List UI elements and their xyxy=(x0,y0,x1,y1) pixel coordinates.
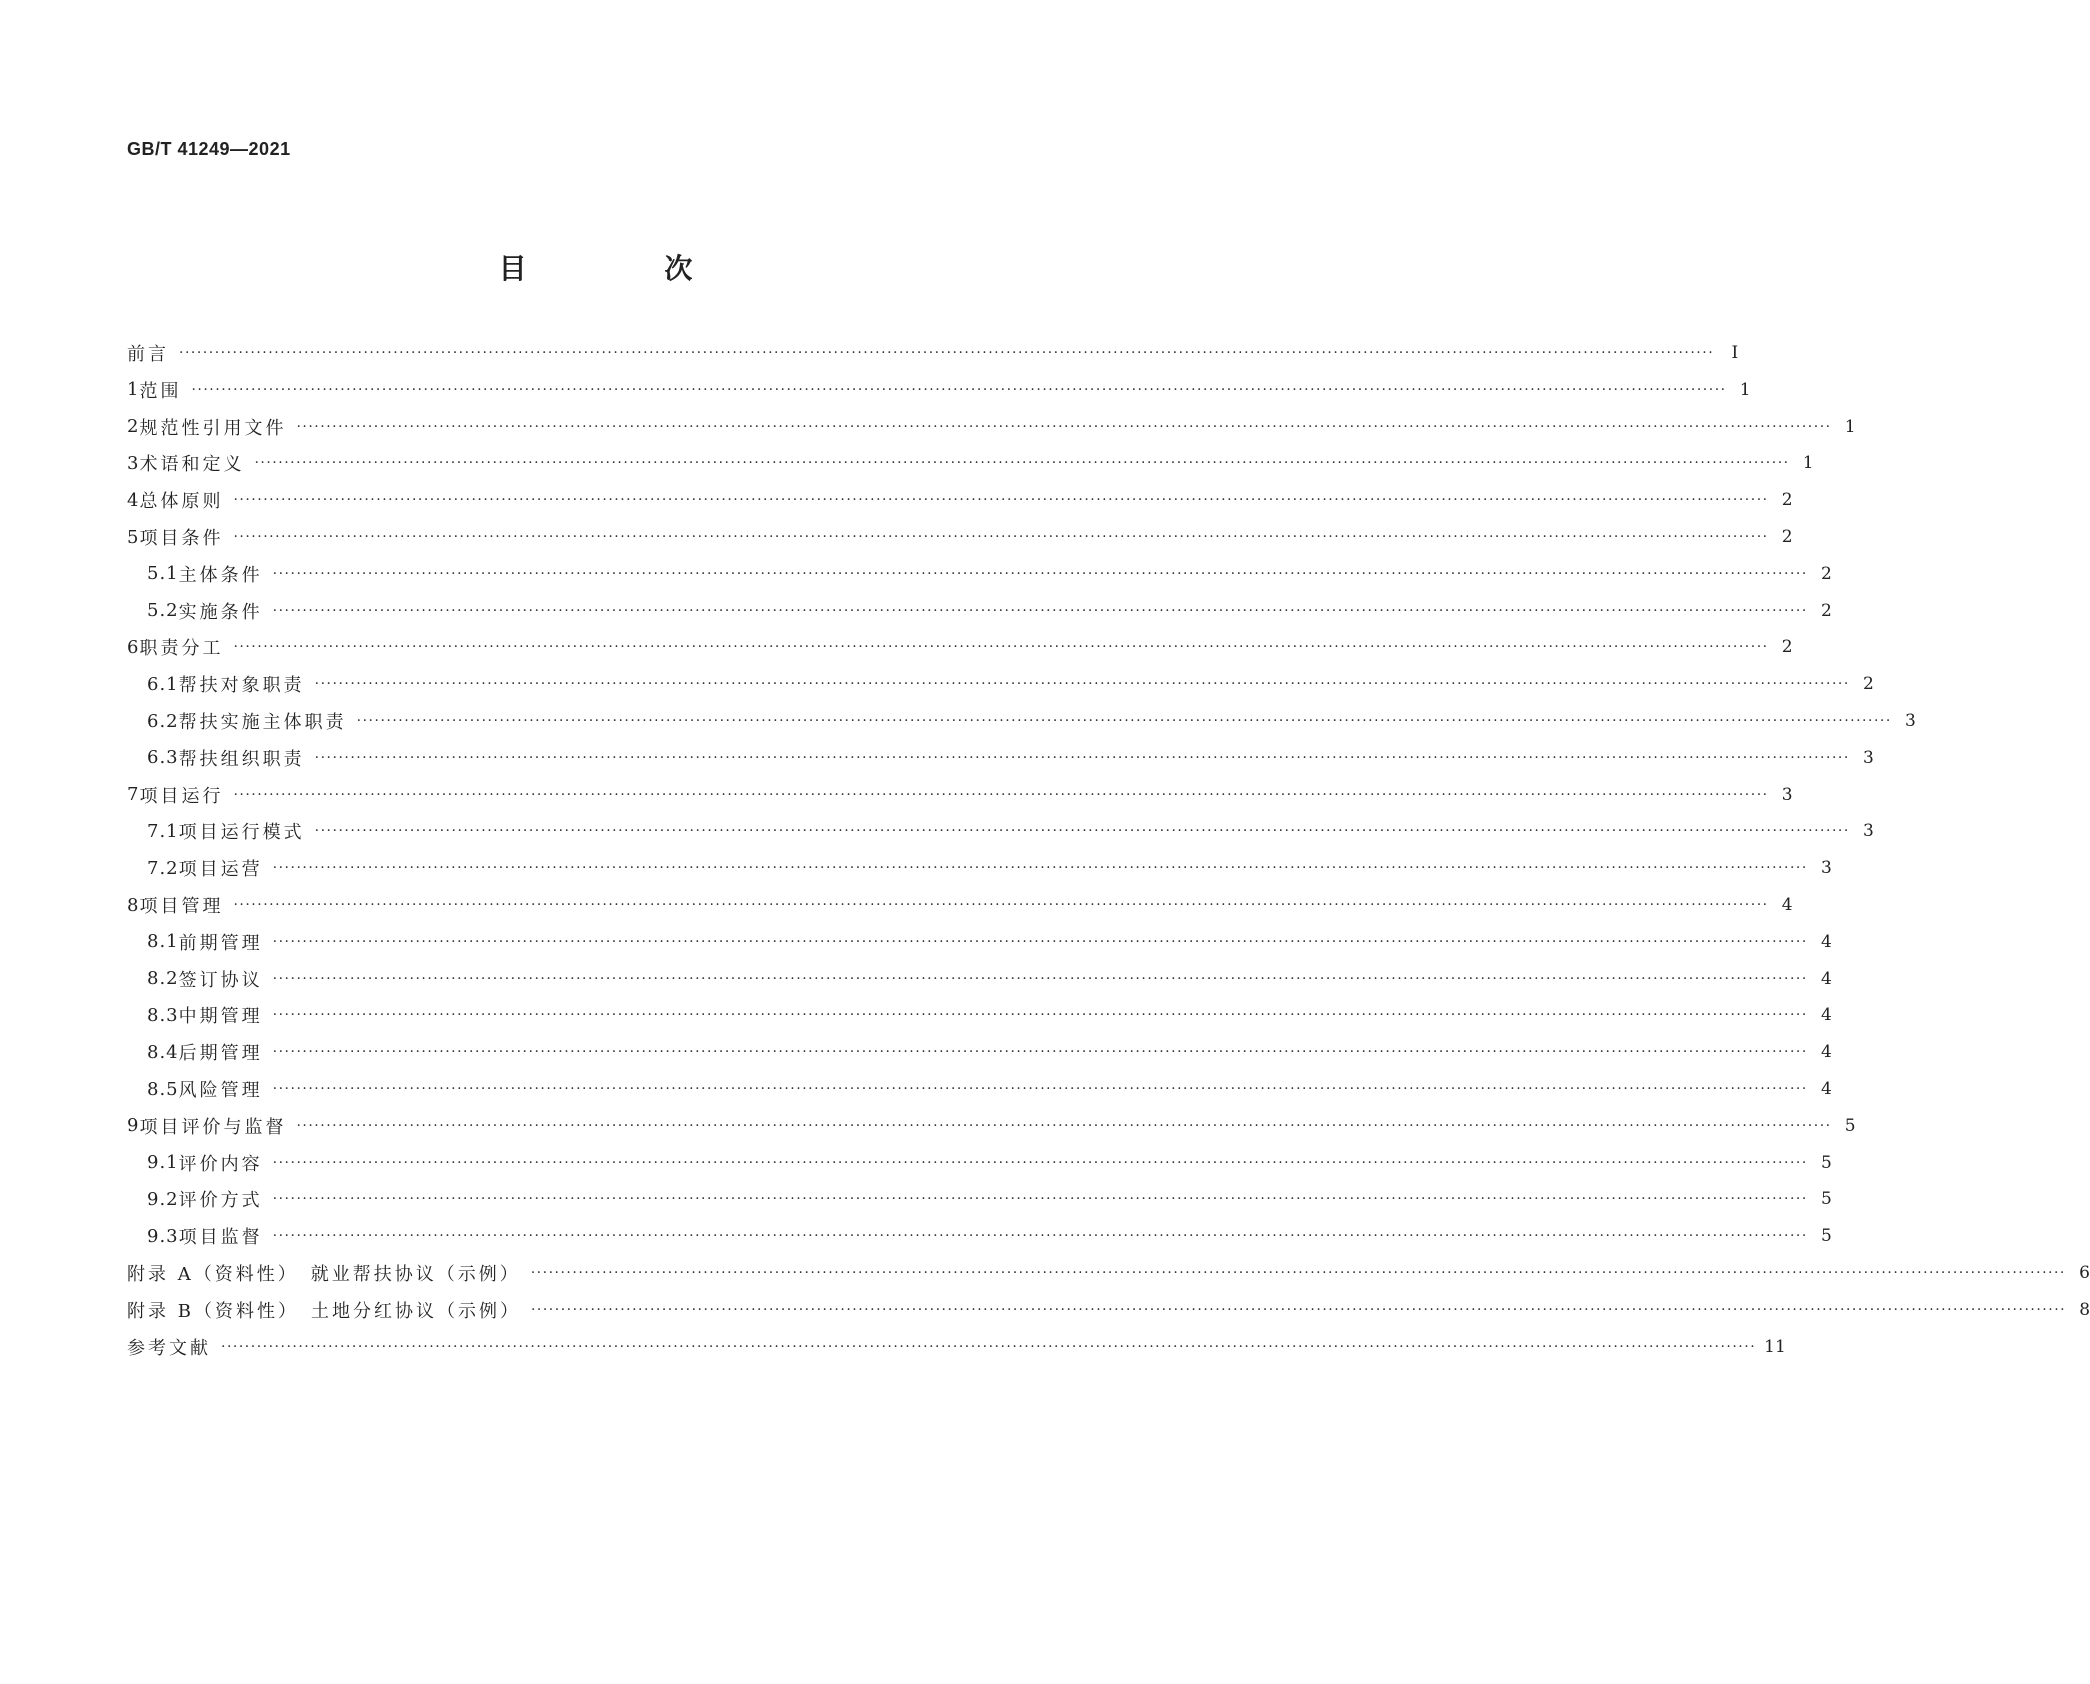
toc-entry-page: 1 xyxy=(1739,379,1751,400)
toc-entry[interactable] xyxy=(147,929,1832,955)
toc-entry-title: 项目运行模式 xyxy=(178,822,305,844)
toc-entry-title: 规范性引用文件 xyxy=(139,417,287,439)
dot-leader xyxy=(273,1223,1808,1249)
toc-entry[interactable] xyxy=(147,1223,1832,1249)
toc-entry-page: 5 xyxy=(1820,1226,1832,1247)
toc-entry[interactable] xyxy=(147,708,1916,734)
toc-entry-page: 2 xyxy=(1820,563,1832,584)
toc-entry-title: 总体原则 xyxy=(139,491,224,513)
dot-leader xyxy=(273,929,1808,955)
toc-entry-number: 6.1 xyxy=(147,673,179,695)
toc-entry-page: 3 xyxy=(1862,821,1874,842)
toc-entry[interactable] xyxy=(147,598,1832,624)
toc-entry-number: 8.1 xyxy=(147,931,179,953)
toc-entry[interactable] xyxy=(147,1002,1832,1028)
toc-entry[interactable] xyxy=(127,1297,2090,1323)
page-title: 目 次 xyxy=(498,252,757,285)
toc-entry-page: 3 xyxy=(1862,747,1874,768)
toc-entry-title: 前期管理 xyxy=(178,932,263,954)
toc-entry-number: 1 xyxy=(127,379,140,401)
toc-entry[interactable] xyxy=(147,745,1874,771)
toc-entry[interactable] xyxy=(127,892,1793,918)
dot-leader xyxy=(531,1297,2066,1323)
toc-entry-number: 6 xyxy=(127,636,140,658)
toc-entry[interactable] xyxy=(127,1113,1856,1139)
toc-entry[interactable] xyxy=(147,1039,1832,1065)
toc-entry-number: 7 xyxy=(127,784,140,806)
toc-entry-page: 2 xyxy=(1862,674,1874,695)
toc-entry-title: 项目评价与监督 xyxy=(139,1116,287,1138)
toc-entry-number: 9.2 xyxy=(147,1188,179,1210)
toc-entry-title: 风险管理 xyxy=(178,1080,263,1101)
toc-entry[interactable] xyxy=(127,524,1793,550)
toc-entry-number: 9.1 xyxy=(147,1152,179,1174)
toc-entry-title: 参考文献 xyxy=(127,1337,211,1359)
toc-entry-title: 帮扶组织职责 xyxy=(178,748,305,770)
dot-leader xyxy=(315,671,1850,697)
dot-leader xyxy=(273,1039,1808,1065)
dot-leader xyxy=(273,561,1808,587)
toc-entry-number: 6.2 xyxy=(147,710,179,732)
dot-leader xyxy=(233,487,1768,513)
toc-entry-page: 11 xyxy=(1764,1336,1786,1357)
dot-leader xyxy=(531,1260,2066,1286)
toc-entry-title: 帮扶实施主体职责 xyxy=(178,712,347,733)
dot-leader xyxy=(221,1334,1756,1360)
toc-entry-number: 8.5 xyxy=(147,1078,179,1100)
dot-leader xyxy=(191,377,1726,403)
toc-entry-page: 4 xyxy=(1820,1079,1832,1099)
toc-entry-number: 8.4 xyxy=(147,1041,179,1063)
toc-entry-page: 2 xyxy=(1781,527,1793,547)
toc-entry-page: 8 xyxy=(2079,1299,2090,1320)
toc-entry[interactable] xyxy=(147,1150,1832,1176)
toc-entry-title: 帮扶对象职责 xyxy=(178,675,305,697)
toc-entry[interactable] xyxy=(147,855,1832,881)
toc-entry-title: 项目运行 xyxy=(139,785,224,807)
toc-entry-title: 前言 xyxy=(127,344,169,365)
dot-leader xyxy=(315,745,1850,771)
toc-entry-title: 签订协议 xyxy=(178,969,263,991)
dot-leader xyxy=(273,1076,1808,1102)
dot-leader xyxy=(273,598,1808,624)
toc-entry-page: 2 xyxy=(1820,600,1832,621)
toc-entry-number: 5.1 xyxy=(147,563,179,585)
toc-entry-number: 8 xyxy=(127,894,140,916)
dot-leader xyxy=(273,966,1808,992)
toc-entry-title: 项目运营 xyxy=(178,859,263,881)
toc-entry-number: 4 xyxy=(127,489,140,511)
toc-entry[interactable] xyxy=(127,1260,2090,1286)
toc-entry[interactable] xyxy=(127,782,1793,808)
toc-entry-number: 7.2 xyxy=(147,857,179,879)
toc-entry-title: 职责分工 xyxy=(139,638,224,660)
toc-entry-title: 主体条件 xyxy=(178,564,263,586)
toc-entry-page: 4 xyxy=(1781,895,1793,915)
dot-leader xyxy=(273,855,1808,881)
toc-entry-page: 3 xyxy=(1904,711,1916,731)
dot-leader xyxy=(273,1186,1808,1212)
toc-entry-title: 中期管理 xyxy=(178,1006,263,1028)
toc-entry[interactable] xyxy=(147,671,1874,697)
dot-leader xyxy=(296,1113,1831,1139)
dot-leader xyxy=(273,1002,1808,1028)
dot-leader xyxy=(233,892,1768,918)
toc-entry-page: Ⅰ xyxy=(1731,343,1739,363)
toc-entry-number: 7.1 xyxy=(147,820,179,842)
toc-entry[interactable] xyxy=(127,377,1751,403)
toc-entry[interactable] xyxy=(127,487,1793,513)
toc-entry-title: 后期管理 xyxy=(178,1043,263,1065)
toc-entry-number: 8.2 xyxy=(147,968,179,990)
toc-entry-page: 6 xyxy=(2079,1263,2090,1283)
toc-entry-page: 1 xyxy=(1844,416,1856,437)
toc-entry-number: 5 xyxy=(127,526,140,548)
toc-entry[interactable] xyxy=(147,1186,1832,1212)
toc-entry-title: 实施条件 xyxy=(178,601,263,623)
toc-entry-title: 项目监督 xyxy=(178,1227,263,1249)
toc-entry-title: 附录 B（资料性） 土地分红协议（示例） xyxy=(127,1300,521,1322)
toc-entry-title: 术语和定义 xyxy=(139,454,245,476)
toc-entry[interactable] xyxy=(127,1334,1786,1360)
toc-entry-number: 5.2 xyxy=(147,600,179,622)
toc-entry-number: 3 xyxy=(127,452,140,474)
toc-entry-title: 评价方式 xyxy=(178,1190,263,1212)
dot-leader xyxy=(315,818,1850,844)
toc-entry-page: 3 xyxy=(1781,784,1793,805)
dot-leader xyxy=(296,414,1831,440)
toc-entry-number: 9 xyxy=(127,1115,140,1137)
toc-entry[interactable] xyxy=(127,634,1793,660)
dot-leader xyxy=(254,450,1789,476)
toc-entry-number: 2 xyxy=(127,416,140,438)
dot-leader xyxy=(179,340,1714,366)
toc-entry-page: 4 xyxy=(1820,1042,1832,1063)
dot-leader xyxy=(233,782,1768,808)
toc-entry[interactable] xyxy=(127,340,1739,366)
toc-entry-page: 4 xyxy=(1820,1005,1832,1026)
toc-entry-page: 1 xyxy=(1802,453,1814,474)
toc-entry[interactable] xyxy=(147,818,1874,844)
toc-entry-page: 2 xyxy=(1781,490,1793,511)
toc-entry-number: 6.3 xyxy=(147,747,179,769)
toc-entry-title: 项目条件 xyxy=(139,528,224,549)
toc-entry-number: 9.3 xyxy=(147,1225,179,1247)
toc-entry[interactable] xyxy=(147,561,1832,587)
toc-entry-page: 4 xyxy=(1820,931,1832,952)
toc-entry-title: 项目管理 xyxy=(139,896,224,917)
standard-code: GB/T 41249—2021 xyxy=(127,139,291,159)
dot-leader xyxy=(273,1150,1808,1176)
toc-entry-page: 3 xyxy=(1820,858,1832,879)
toc-entry[interactable] xyxy=(147,966,1832,992)
toc-entry[interactable] xyxy=(147,1076,1832,1102)
dot-leader xyxy=(233,634,1768,660)
dot-leader xyxy=(233,524,1768,550)
toc-entry-title: 评价内容 xyxy=(178,1153,263,1175)
toc-entry[interactable] xyxy=(127,414,1856,440)
toc-entry-page: 4 xyxy=(1820,968,1832,989)
dot-leader xyxy=(357,708,1892,734)
toc-entry-title: 附录 A（资料性） 就业帮扶协议（示例） xyxy=(127,1264,521,1285)
toc-entry[interactable] xyxy=(127,450,1814,476)
toc-entry-page: 2 xyxy=(1781,637,1793,658)
toc-entry-page: 5 xyxy=(1820,1152,1832,1173)
toc-entry-page: 5 xyxy=(1844,1115,1856,1136)
toc-entry-page: 5 xyxy=(1820,1189,1832,1210)
toc-entry-number: 8.3 xyxy=(147,1004,179,1026)
toc-entry-title: 范围 xyxy=(139,380,182,402)
